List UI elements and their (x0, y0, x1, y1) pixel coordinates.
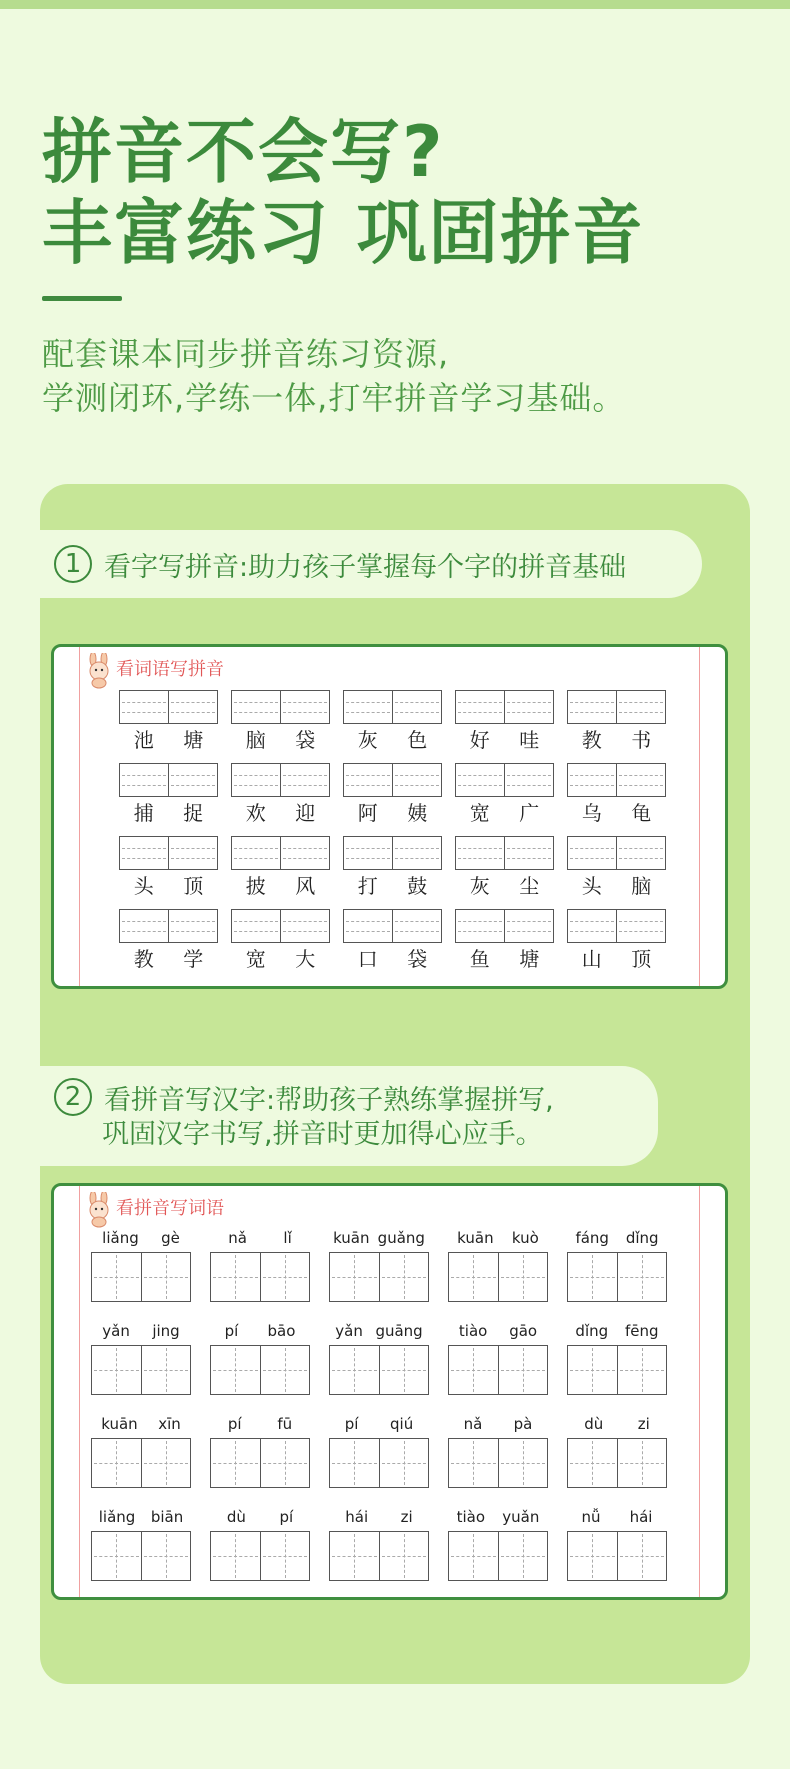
hanzi-character: 学 (183, 947, 204, 971)
pinyin-item (210, 1503, 310, 1581)
pinyin-syllable: nǚ (581, 1508, 601, 1526)
hanzi-character: 欢 (245, 801, 266, 825)
hanzi-character: 池 (133, 728, 154, 752)
pinyin-writing-box[interactable] (567, 763, 666, 797)
word-item (567, 836, 666, 902)
word-row (119, 836, 669, 902)
hanzi-character: 捕 (133, 801, 154, 825)
hanzi-writing-grid[interactable] (210, 1252, 310, 1302)
practice-panel (40, 484, 750, 1684)
pinyin-item (210, 1224, 310, 1302)
pinyin-writing-box[interactable] (567, 909, 666, 943)
pinyin-writing-box[interactable] (119, 763, 218, 797)
hanzi-character: 龟 (631, 801, 652, 825)
pinyin-syllable: zi (400, 1508, 413, 1526)
card-2-title: 看拼音写词语 (116, 1198, 224, 1219)
pinyin-writing-box[interactable] (231, 836, 330, 870)
section-2-number: 2 (54, 1078, 92, 1116)
hanzi-character: 山 (581, 947, 602, 971)
pinyin-item (567, 1317, 667, 1395)
hanzi-character: 顶 (183, 874, 204, 898)
rabbit-mascot-icon (84, 653, 114, 689)
pinyin-syllable: yuǎn (502, 1508, 540, 1526)
pinyin-syllable: tiào (456, 1508, 486, 1526)
pinyin-syllable: bāo (267, 1322, 296, 1340)
hanzi-character: 风 (295, 874, 316, 898)
pinyin-syllable: guǎng (377, 1229, 425, 1247)
pinyin-syllable: dù (584, 1415, 604, 1433)
word-item (567, 763, 666, 829)
hanzi-writing-grid[interactable] (448, 1531, 548, 1581)
word-item (343, 836, 442, 902)
hanzi-character: 塘 (183, 728, 204, 752)
hanzi-character: 鼓 (407, 874, 428, 898)
hanzi-writing-grid[interactable] (91, 1252, 191, 1302)
pinyin-writing-box[interactable] (455, 690, 554, 724)
hanzi-character: 袋 (407, 947, 428, 971)
pinyin-syllable: fáng (575, 1229, 609, 1247)
hanzi-character: 头 (581, 874, 602, 898)
hanzi-writing-grid[interactable] (91, 1345, 191, 1395)
pinyin-writing-box[interactable] (343, 763, 442, 797)
pinyin-item (91, 1317, 191, 1395)
pinyin-syllable: gè (161, 1229, 180, 1247)
pinyin-syllable: dù (226, 1508, 246, 1526)
pinyin-syllable: kuān (333, 1229, 370, 1247)
hanzi-character: 教 (133, 947, 154, 971)
hanzi-writing-grid[interactable] (210, 1531, 310, 1581)
hanzi-writing-grid[interactable] (210, 1345, 310, 1395)
word-item (567, 909, 666, 975)
hanzi-character: 塘 (519, 947, 540, 971)
hanzi-character: 袋 (295, 728, 316, 752)
pinyin-syllable: pí (344, 1415, 359, 1433)
hanzi-writing-grid[interactable] (91, 1531, 191, 1581)
pinyin-item (567, 1503, 667, 1581)
pinyin-item (567, 1224, 667, 1302)
section-1-number: 1 (54, 545, 92, 583)
pinyin-syllable: jing (152, 1322, 180, 1340)
hanzi-character: 灰 (469, 874, 490, 898)
pinyin-syllable: gāo (509, 1322, 538, 1340)
card-1-title: 看词语写拼音 (116, 659, 224, 680)
section-1-text: 看字写拼音:助力孩子掌握每个字的拼音基础 (104, 551, 627, 583)
pinyin-syllable: kuān (457, 1229, 494, 1247)
hanzi-character: 乌 (581, 801, 602, 825)
pinyin-syllable: pí (279, 1508, 294, 1526)
heading-divider (42, 296, 122, 301)
hanzi-character: 哇 (519, 728, 540, 752)
hanzi-character: 捉 (183, 801, 204, 825)
pinyin-writing-box[interactable] (119, 690, 218, 724)
word-item (119, 690, 218, 756)
pinyin-item (91, 1224, 191, 1302)
word-item (567, 690, 666, 756)
pinyin-item (448, 1317, 548, 1395)
pinyin-item (210, 1317, 310, 1395)
hanzi-character: 脑 (631, 874, 652, 898)
hanzi-writing-grid[interactable] (567, 1531, 667, 1581)
pinyin-item (91, 1503, 191, 1581)
headline-line-1: 拼音不会写? (42, 111, 445, 193)
hanzi-writing-grid[interactable] (448, 1438, 548, 1488)
pinyin-syllable: xīn (158, 1415, 181, 1433)
pinyin-syllable: kuān (101, 1415, 138, 1433)
section-1-label (40, 530, 702, 598)
hanzi-character: 好 (469, 728, 490, 752)
section-2-label (40, 1066, 658, 1166)
pinyin-syllable: qiú (390, 1415, 414, 1433)
word-item (455, 763, 554, 829)
hanzi-character: 尘 (519, 874, 540, 898)
hanzi-character: 披 (245, 874, 266, 898)
word-row (119, 690, 669, 756)
pinyin-syllable: yǎn (102, 1322, 130, 1340)
pinyin-item (567, 1410, 667, 1488)
pinyin-syllable: kuò (511, 1229, 539, 1247)
word-item (231, 836, 330, 902)
pinyin-item (329, 1410, 429, 1488)
pinyin-syllable: yǎn (335, 1322, 363, 1340)
pinyin-syllable: dǐng (625, 1229, 659, 1247)
word-row (119, 909, 669, 975)
top-accent-bar (0, 0, 790, 9)
pinyin-syllable: liǎng (102, 1229, 139, 1247)
pinyin-item (448, 1224, 548, 1302)
hanzi-character: 阿 (357, 801, 378, 825)
hanzi-writing-grid[interactable] (210, 1438, 310, 1488)
word-item (455, 690, 554, 756)
subtitle-line-1: 配套课本同步拼音练习资源, (42, 335, 450, 373)
pinyin-writing-box[interactable] (455, 909, 554, 943)
pinyin-syllable: biān (150, 1508, 184, 1526)
hanzi-character: 顶 (631, 947, 652, 971)
hanzi-writing-grid[interactable] (448, 1345, 548, 1395)
pinyin-syllable: hái (629, 1508, 653, 1526)
hanzi-writing-grid[interactable] (567, 1345, 667, 1395)
word-row (119, 763, 669, 829)
pinyin-syllable: nǎ (228, 1229, 247, 1247)
pinyin-writing-box[interactable] (231, 909, 330, 943)
subtitle-line-2: 学测闭环,学练一体,打牢拼音学习基础。 (42, 379, 626, 417)
hanzi-writing-grid[interactable] (329, 1531, 429, 1581)
section-2-text-line-2: 巩固汉字书写,拼音时更加得心应手。 (102, 1119, 543, 1150)
pinyin-syllable: pí (227, 1415, 242, 1433)
pinyin-syllable: nǎ (463, 1415, 483, 1433)
hanzi-character: 大 (295, 947, 316, 971)
word-item (231, 763, 330, 829)
hanzi-writing-grid[interactable] (329, 1252, 429, 1302)
hanzi-character: 灰 (357, 728, 378, 752)
hanzi-character: 宽 (469, 801, 490, 825)
headline-line-2: 丰富练习 巩固拼音 (42, 192, 645, 274)
hanzi-character: 头 (133, 874, 154, 898)
hanzi-character: 姨 (407, 801, 428, 825)
pinyin-row (91, 1410, 671, 1488)
pinyin-writing-box[interactable] (567, 690, 666, 724)
pinyin-syllable: liǎng (98, 1508, 136, 1526)
pinyin-syllable: dǐng (575, 1322, 609, 1340)
pinyin-row (91, 1503, 671, 1581)
hanzi-writing-grid[interactable] (91, 1438, 191, 1488)
word-item (231, 690, 330, 756)
pinyin-writing-box[interactable] (343, 909, 442, 943)
hanzi-writing-grid[interactable] (329, 1345, 429, 1395)
word-item (119, 909, 218, 975)
pinyin-syllable: hái (345, 1508, 369, 1526)
pinyin-writing-box[interactable] (343, 690, 442, 724)
worksheet-card-2 (51, 1183, 728, 1600)
word-item (455, 909, 554, 975)
pinyin-syllable: pí (224, 1322, 239, 1340)
pinyin-writing-box[interactable] (119, 836, 218, 870)
rabbit-mascot-icon (84, 1192, 114, 1228)
pinyin-item (329, 1317, 429, 1395)
word-item (343, 690, 442, 756)
pinyin-syllable: zi (637, 1415, 650, 1433)
pinyin-syllable: guāng (375, 1322, 423, 1340)
hanzi-character: 宽 (245, 947, 266, 971)
pinyin-item (329, 1224, 429, 1302)
word-item (119, 836, 218, 902)
hanzi-writing-grid[interactable] (448, 1252, 548, 1302)
pinyin-writing-box[interactable] (119, 909, 218, 943)
hanzi-writing-grid[interactable] (329, 1438, 429, 1488)
pinyin-row (91, 1224, 671, 1302)
hanzi-character: 书 (631, 728, 652, 752)
pinyin-writing-box[interactable] (231, 763, 330, 797)
pinyin-item (448, 1410, 548, 1488)
pinyin-writing-box[interactable] (455, 763, 554, 797)
pinyin-item (448, 1503, 548, 1581)
word-item (343, 763, 442, 829)
worksheet-card-1 (51, 644, 728, 989)
pinyin-row (91, 1317, 671, 1395)
hanzi-character: 口 (357, 947, 378, 971)
section-2-text-line-1: 看拼音写汉字:帮助孩子熟练掌握拼写, (104, 1084, 554, 1116)
pinyin-item (329, 1503, 429, 1581)
pinyin-syllable: fēng (625, 1322, 659, 1340)
word-item (231, 909, 330, 975)
pinyin-writing-box[interactable] (231, 690, 330, 724)
word-item (119, 763, 218, 829)
hanzi-character: 打 (357, 874, 378, 898)
hanzi-character: 鱼 (469, 947, 490, 971)
hanzi-writing-grid[interactable] (567, 1252, 667, 1302)
hanzi-character: 教 (581, 728, 602, 752)
pinyin-writing-box[interactable] (567, 836, 666, 870)
pinyin-writing-box[interactable] (343, 836, 442, 870)
pinyin-syllable: tiào (458, 1322, 488, 1340)
word-item (455, 836, 554, 902)
pinyin-syllable: lǐ (283, 1229, 292, 1247)
hanzi-character: 迎 (295, 801, 316, 825)
pinyin-writing-box[interactable] (455, 836, 554, 870)
pinyin-syllable: pà (513, 1415, 533, 1433)
hanzi-character: 广 (519, 801, 540, 825)
hanzi-character: 色 (407, 728, 428, 752)
hanzi-character: 脑 (245, 728, 266, 752)
pinyin-syllable: fū (277, 1415, 293, 1433)
pinyin-item (210, 1410, 310, 1488)
word-item (343, 909, 442, 975)
hanzi-writing-grid[interactable] (567, 1438, 667, 1488)
pinyin-item (91, 1410, 191, 1488)
